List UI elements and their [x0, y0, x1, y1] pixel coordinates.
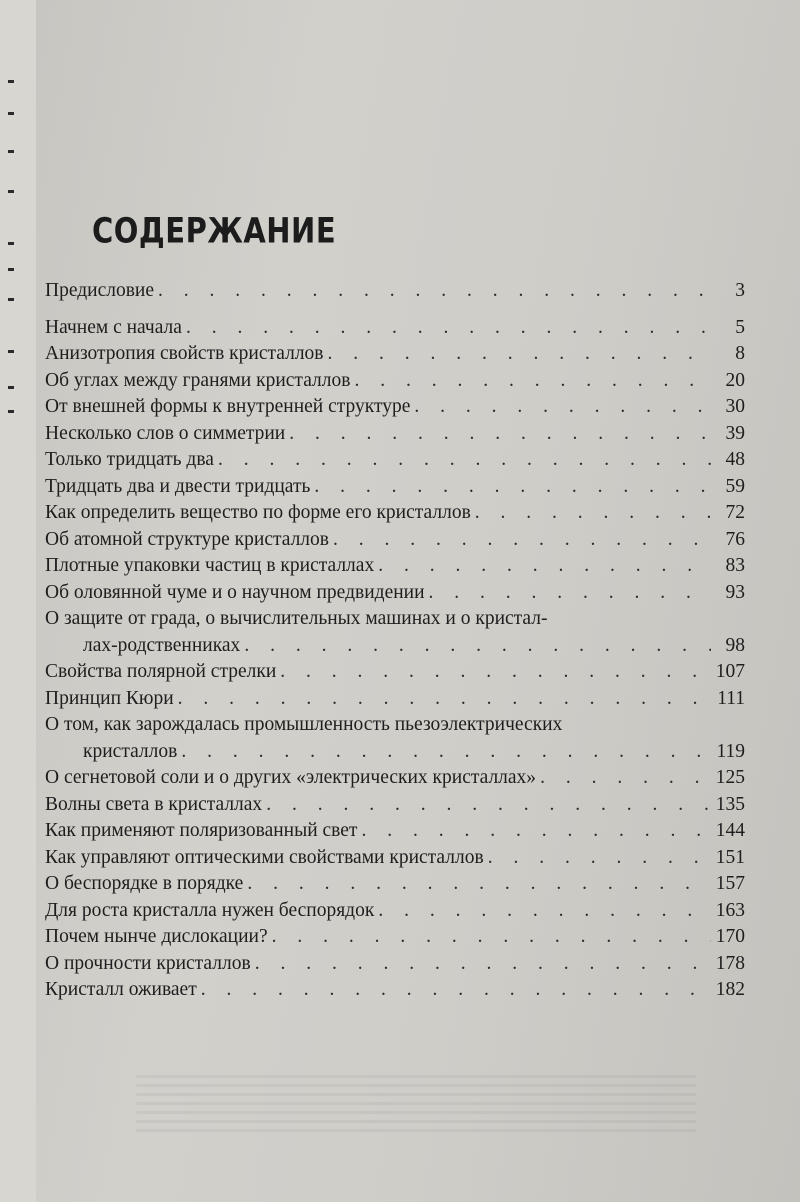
toc-page-number: 144 [715, 820, 745, 841]
toc-entry [45, 739, 745, 766]
toc-entry [45, 765, 745, 792]
leader-dots [488, 845, 711, 872]
toc-page-number: 20 [725, 369, 745, 391]
toc-entry [45, 659, 745, 686]
toc-page-number: 83 [725, 555, 745, 576]
toc-page-number: 178 [715, 952, 745, 974]
print-mark [8, 150, 14, 153]
leader-dots [266, 792, 711, 819]
leader-dots [429, 580, 711, 607]
leader-dots [314, 474, 711, 501]
toc-page-number: 93 [725, 581, 745, 603]
toc-entry-label: От внешней формы к внутренней структуре [45, 396, 411, 417]
toc-entry-line [45, 712, 745, 739]
toc-entry-label: Несколько слов о симметрии [45, 422, 286, 444]
leader-dots [354, 368, 711, 395]
toc-page-number: 107 [715, 661, 745, 682]
toc-page-number: 72 [725, 502, 745, 523]
toc-entry-label: Как определить вещество по форме его кристаллов [45, 502, 471, 523]
leader-dots [181, 739, 711, 766]
leader-dots [201, 977, 711, 1004]
toc-entry-label: Для роста кристалла нужен беспорядок [45, 899, 375, 921]
toc-entry [45, 951, 745, 978]
print-mark [8, 112, 14, 115]
toc-entry-label: Начнем с начала [45, 316, 182, 338]
toc-page-number: 151 [715, 846, 745, 868]
toc-page-number: 39 [725, 422, 745, 444]
toc-entry-label: Как управляют оптическими свойствами кристаллов [45, 846, 484, 868]
toc-page-number: 59 [725, 475, 745, 497]
toc-entry-label: Анизотропия свойств кристаллов [45, 343, 324, 364]
leader-dots [186, 315, 711, 342]
toc-entry [45, 315, 745, 342]
toc-entry-label: О беспорядке в порядке [45, 873, 244, 894]
toc-entry [45, 792, 745, 819]
toc-entry [45, 633, 745, 660]
toc-entry-label: Только тридцать два [45, 449, 214, 470]
print-mark [8, 268, 14, 271]
page-title: СОДЕРЖАНИЕ [92, 210, 337, 251]
toc-entry-label: Кристалл оживает [45, 979, 197, 1000]
toc-entry [45, 341, 745, 368]
toc-entry-label: Как применяют поляризованный свет [45, 820, 358, 841]
toc-entry-label: О том, как зарождалась промышленность пьезоэлектрических [45, 714, 563, 735]
leader-dots [178, 686, 711, 713]
toc-entry [45, 977, 745, 1004]
toc-entry-label: Свойства полярной стрелки [45, 661, 277, 682]
table-of-contents [45, 278, 745, 1004]
toc-page-number: 170 [715, 926, 745, 947]
toc-entry [45, 500, 745, 527]
toc-page-number: 182 [715, 979, 745, 1000]
toc-page-number: 119 [716, 740, 745, 762]
leader-dots [378, 898, 711, 925]
leader-dots [378, 553, 711, 580]
toc-entry [45, 394, 745, 421]
toc-entry [45, 553, 745, 580]
toc-entry-label: Об углах между гранями кристаллов [45, 369, 351, 391]
toc-page-number: 3 [735, 280, 745, 301]
toc-page-number: 5 [735, 316, 745, 338]
toc-entry [45, 818, 745, 845]
toc-page-number: 48 [725, 449, 745, 470]
leader-dots [289, 421, 711, 448]
toc-entry-label: Волны света в кристаллах [45, 793, 263, 815]
print-mark [8, 410, 14, 413]
toc-entry [45, 278, 745, 305]
toc-entry-label: О сегнетовой соли и о других «электрических кристаллах» [45, 767, 537, 788]
print-mark [8, 190, 14, 193]
toc-entry [45, 845, 745, 872]
toc-entry [45, 580, 745, 607]
toc-entry-label: Об оловянной чуме и о научном предвидении [45, 581, 425, 603]
leader-dots [272, 924, 711, 951]
toc-page-number: 98 [725, 634, 745, 656]
toc-entry [45, 898, 745, 925]
toc-entry-continuation: лах-родственниках [83, 634, 241, 656]
print-mark [8, 298, 14, 301]
toc-entry [45, 924, 745, 951]
toc-entry [45, 871, 745, 898]
toc-entry [45, 447, 745, 474]
toc-page-number: 157 [715, 873, 745, 894]
toc-entry-label: Почем нынче дислокации? [45, 926, 268, 947]
print-mark [8, 242, 14, 245]
toc-entry-label: Плотные упаковки частиц в кристаллах [45, 555, 375, 576]
toc-entry [45, 527, 745, 554]
toc-page-number: 163 [715, 899, 745, 921]
leader-dots [328, 341, 711, 368]
toc-page-number: 8 [735, 343, 745, 364]
toc-entry-label: Принцип Кюри [45, 687, 174, 709]
toc-entry-label: Тридцать два и двести тридцать [45, 475, 311, 497]
leader-dots [218, 447, 711, 474]
toc-page-number: 111 [717, 687, 745, 709]
toc-entry [45, 368, 745, 395]
leader-dots [247, 871, 711, 898]
print-mark [8, 80, 14, 83]
show-through-text [136, 1075, 696, 1135]
leader-dots [333, 527, 711, 554]
toc-page-number: 135 [715, 793, 745, 815]
leader-dots [244, 633, 711, 660]
leader-dots [414, 394, 711, 421]
leader-dots [475, 500, 711, 527]
leader-dots [255, 951, 711, 978]
leader-dots [280, 659, 711, 686]
toc-entry-line [45, 606, 745, 633]
toc-entry-label: О прочности кристаллов [45, 952, 251, 974]
toc-page-number: 125 [715, 767, 745, 788]
leader-dots [158, 278, 711, 305]
adjacent-page-edge [0, 0, 37, 1202]
toc-entry-label: Об атомной структуре кристаллов [45, 528, 329, 550]
toc-entry-label: О защите от града, о вычислительных машинах и о кристал- [45, 608, 548, 629]
print-mark [8, 386, 14, 389]
toc-entry-label: Предисловие [45, 280, 155, 301]
leader-dots [361, 818, 711, 845]
toc-entry [45, 474, 745, 501]
toc-entry [45, 686, 745, 713]
toc-page-number: 30 [725, 396, 745, 417]
toc-entry-continuation: кристаллов [83, 740, 178, 762]
toc-entry [45, 421, 745, 448]
leader-dots [540, 765, 711, 792]
print-mark [8, 350, 14, 353]
toc-page-number: 76 [725, 528, 745, 550]
